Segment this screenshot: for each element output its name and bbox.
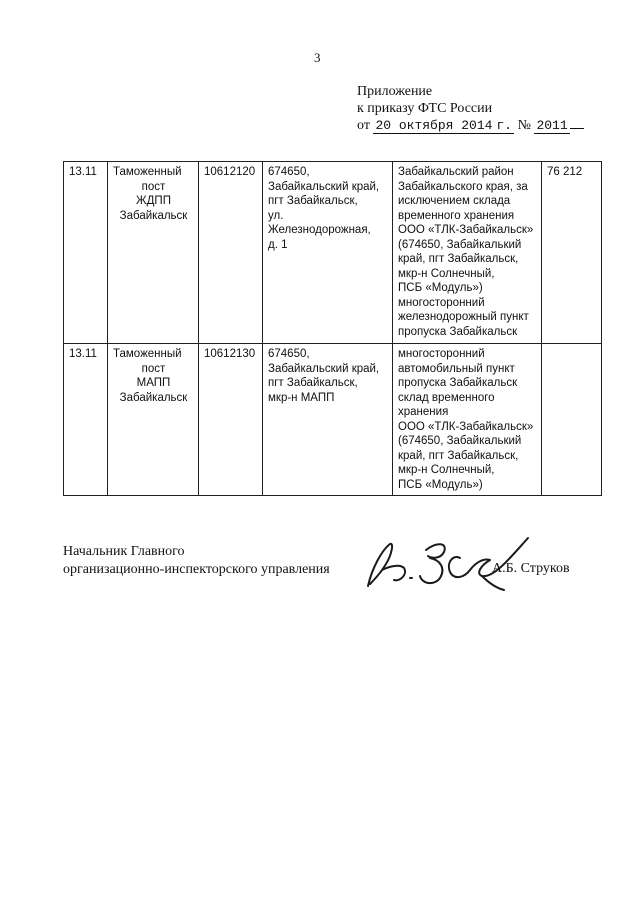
address-cell: 674650, Забайкальский край, пгт Забайкальск, мкр-н МАПП (263, 344, 393, 496)
signer-title (63, 543, 330, 579)
appendix-order-ref: к приказу ФТС России (357, 101, 493, 116)
post-name-cell: Таможенный пост ЖДПП Забайкальск (108, 162, 199, 344)
order-number-label: № (517, 118, 531, 133)
post-code-cell: 10612120 (199, 162, 263, 344)
appendix-title: Приложение (357, 84, 433, 99)
table-row (64, 162, 602, 344)
zone-cell: Забайкальский район Забайкальского края, за исключением склада временного хранения ООО «ТЛК-Забайкальск» (674650, Забайкалький край, пгт Забайкальск, мкр-н Солнечный, ПСБ «Модуль») многосторонний железнодорожный пункт пропуска Забайкальск (393, 162, 542, 344)
signer-title-line2: организационно-инспекторского управления (63, 562, 330, 577)
order-prefix: от (357, 118, 370, 133)
table-row (64, 344, 602, 496)
appendix-block (357, 83, 584, 134)
customs-posts-table (63, 161, 602, 496)
order-year-suffix: г. (496, 118, 513, 133)
signer-title-line1: Начальник Главного (63, 544, 185, 559)
signer-name: А.Б. Струков (492, 561, 570, 576)
address-cell: 674650, Забайкальский край, пгт Забайкальск, ул. Железнодорожная, д. 1 (263, 162, 393, 344)
post-name-cell: Таможенный пост МАПП Забайкальск (108, 344, 199, 496)
page-number: 3 (314, 50, 321, 65)
okato-cell (542, 344, 602, 496)
zone-cell: многосторонний автомобильный пункт пропуска Забайкальск склад временного хранения ООО «ТЛК-Забайкальск» (674650, Забайкалький край, пгт Забайкальск, мкр-н Солнечный, ПСБ «Модуль») (393, 344, 542, 496)
order-date: 20 октября 2014 (375, 118, 493, 133)
order-number: 2011 (536, 118, 568, 133)
post-code-cell: 10612130 (199, 344, 263, 496)
order-line (357, 117, 584, 134)
row-number-cell: 13.11 (64, 344, 108, 496)
okato-cell: 76 212 (542, 162, 602, 344)
row-number-cell: 13.11 (64, 162, 108, 344)
